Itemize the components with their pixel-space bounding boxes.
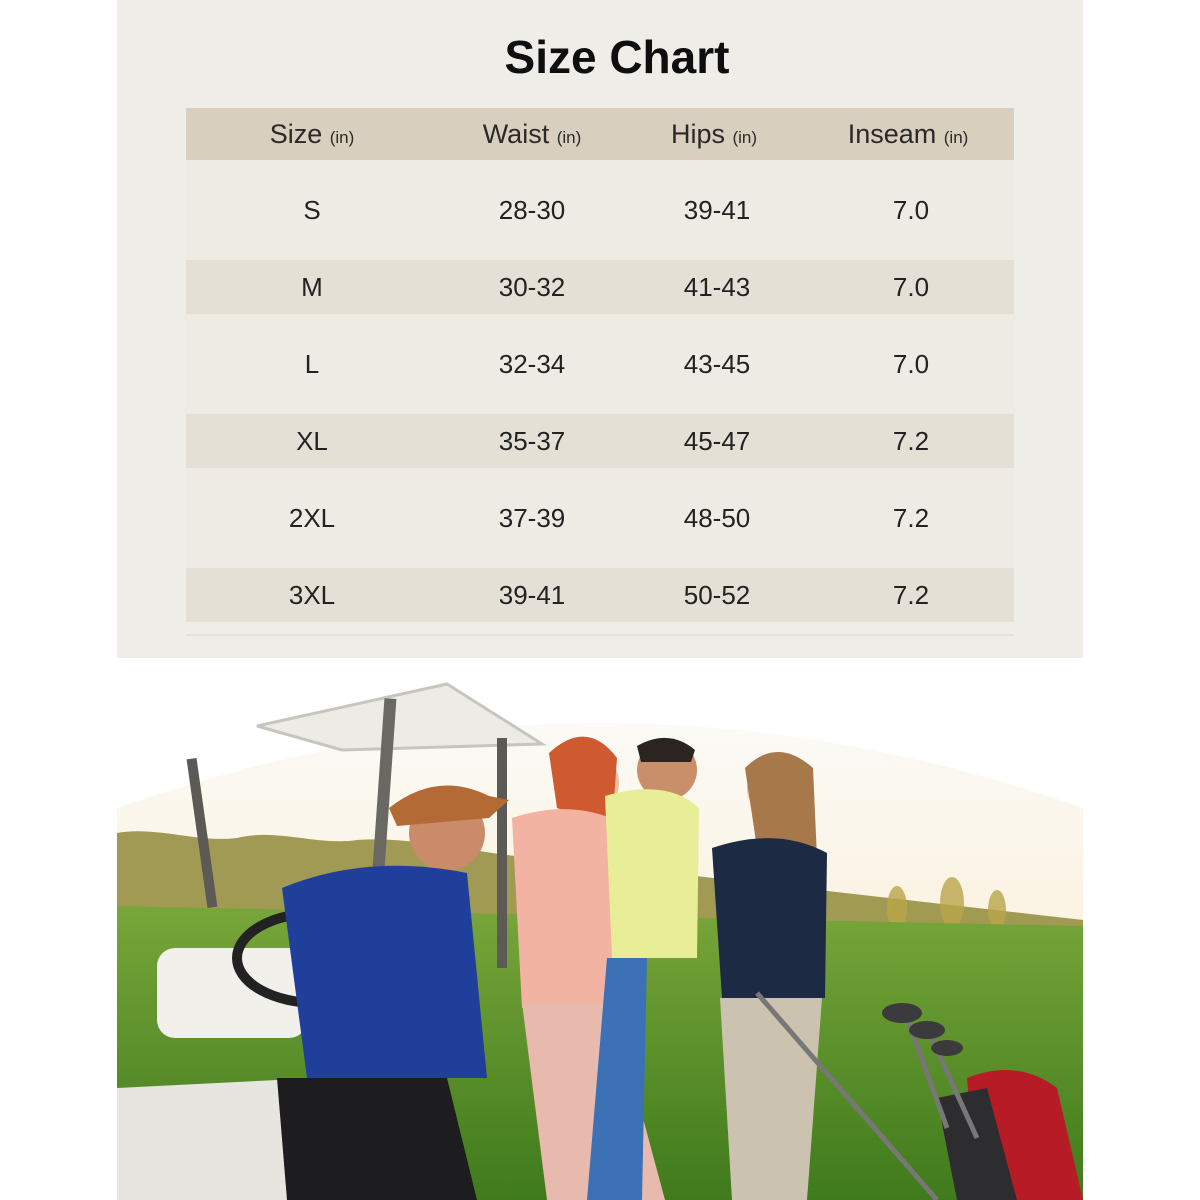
cell-size: L xyxy=(304,348,320,379)
table-row xyxy=(186,314,1014,414)
column-header-size: Size (in) xyxy=(269,118,355,149)
cell-hips: 39-41 xyxy=(683,194,751,225)
cell-waist: 39-41 xyxy=(498,579,566,610)
column-header-hips: Hips (in) xyxy=(670,118,758,149)
cell-hips: 48-50 xyxy=(683,502,751,533)
cell-hips: 43-45 xyxy=(683,348,751,379)
cell-inseam: 7.0 xyxy=(892,194,930,225)
cell-hips: 45-47 xyxy=(683,425,751,456)
cell-waist: 37-39 xyxy=(498,502,566,533)
column-header-waist: Waist (in) xyxy=(482,118,582,149)
golf-course-photo xyxy=(117,658,1083,1200)
cell-waist: 28-30 xyxy=(498,194,566,225)
table-row xyxy=(186,468,1014,568)
column-header-inseam: Inseam (in) xyxy=(847,118,969,149)
cell-inseam: 7.0 xyxy=(892,271,930,302)
cell-size: 2XL xyxy=(288,502,336,533)
table-row xyxy=(186,414,1014,468)
cell-size: M xyxy=(301,271,323,302)
cell-waist: 32-34 xyxy=(498,348,566,379)
cell-inseam: 7.2 xyxy=(892,425,930,456)
cell-inseam: 7.2 xyxy=(892,579,930,610)
cell-size: XL xyxy=(296,425,328,456)
cell-inseam: 7.2 xyxy=(892,502,930,533)
cell-waist: 30-32 xyxy=(498,271,566,302)
table-row xyxy=(186,160,1014,260)
table-row xyxy=(186,260,1014,314)
table-header-row xyxy=(186,108,1014,160)
page-title: Size Chart xyxy=(504,31,730,83)
size-table xyxy=(186,108,1014,622)
cell-size: 3XL xyxy=(288,579,336,610)
cell-hips: 50-52 xyxy=(683,579,751,610)
cell-size: S xyxy=(303,194,321,225)
table-row xyxy=(186,568,1014,622)
table-divider xyxy=(186,634,1014,636)
cell-waist: 35-37 xyxy=(498,425,566,456)
cell-hips: 41-43 xyxy=(683,271,751,302)
cell-inseam: 7.0 xyxy=(892,348,930,379)
